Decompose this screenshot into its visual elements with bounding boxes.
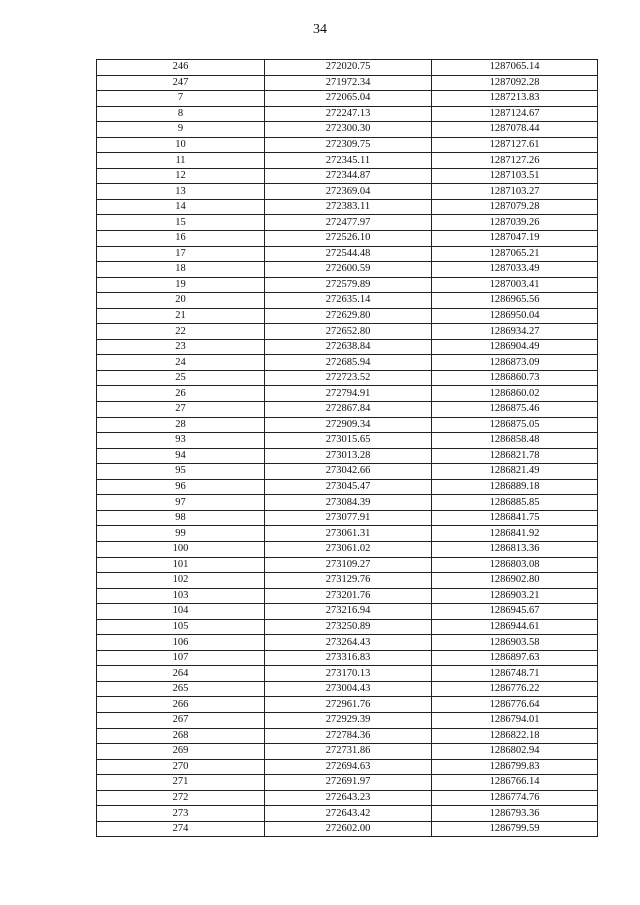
table-row: [97, 573, 598, 589]
x-coordinate-cell: 272694.63: [265, 759, 432, 775]
x-coordinate-cell: 273077.91: [265, 510, 432, 526]
table-row: [97, 370, 598, 386]
x-coordinate-cell: 273316.83: [265, 650, 432, 666]
table-row: [97, 697, 598, 713]
y-coordinate-cell: 1286944.61: [432, 619, 598, 635]
x-coordinate-cell: 272794.91: [265, 386, 432, 402]
table-row: [97, 60, 598, 76]
table-row: [97, 541, 598, 557]
table-row: [97, 215, 598, 231]
point-number-cell: 25: [97, 370, 265, 386]
table-row: [97, 153, 598, 169]
y-coordinate-cell: 1287127.26: [432, 153, 598, 169]
table-row: [97, 510, 598, 526]
point-number-cell: 14: [97, 199, 265, 215]
table-row: [97, 479, 598, 495]
table-row: [97, 712, 598, 728]
page-number: 34: [313, 22, 327, 37]
table-row: [97, 759, 598, 775]
point-number-cell: 13: [97, 184, 265, 200]
table-row: [97, 184, 598, 200]
x-coordinate-cell: 273170.13: [265, 666, 432, 682]
coordinates-table: [96, 59, 598, 837]
y-coordinate-cell: 1286858.48: [432, 433, 598, 449]
x-coordinate-cell: 273015.65: [265, 433, 432, 449]
x-coordinate-cell: 272579.89: [265, 277, 432, 293]
point-number-cell: 102: [97, 573, 265, 589]
y-coordinate-cell: 1286803.08: [432, 557, 598, 573]
table-row: [97, 650, 598, 666]
table-row: [97, 417, 598, 433]
y-coordinate-cell: 1286875.05: [432, 417, 598, 433]
point-number-cell: 103: [97, 588, 265, 604]
y-coordinate-cell: 1286813.36: [432, 541, 598, 557]
y-coordinate-cell: 1286774.76: [432, 790, 598, 806]
y-coordinate-cell: 1286860.02: [432, 386, 598, 402]
coordinates-table-body: [97, 60, 598, 837]
table-row: [97, 495, 598, 511]
table-row: [97, 75, 598, 91]
x-coordinate-cell: 272345.11: [265, 153, 432, 169]
y-coordinate-cell: 1286822.18: [432, 728, 598, 744]
y-coordinate-cell: 1286841.75: [432, 510, 598, 526]
x-coordinate-cell: 273129.76: [265, 573, 432, 589]
y-coordinate-cell: 1286873.09: [432, 355, 598, 371]
point-number-cell: 94: [97, 448, 265, 464]
y-coordinate-cell: 1286799.59: [432, 821, 598, 837]
point-number-cell: 98: [97, 510, 265, 526]
point-number-cell: 272: [97, 790, 265, 806]
point-number-cell: 24: [97, 355, 265, 371]
table-row: [97, 790, 598, 806]
y-coordinate-cell: 1286902.80: [432, 573, 598, 589]
y-coordinate-cell: 1286799.83: [432, 759, 598, 775]
x-coordinate-cell: 272602.00: [265, 821, 432, 837]
x-coordinate-cell: 272723.52: [265, 370, 432, 386]
table-row: [97, 324, 598, 340]
point-number-cell: 270: [97, 759, 265, 775]
x-coordinate-cell: 272247.13: [265, 106, 432, 122]
y-coordinate-cell: 1286904.49: [432, 339, 598, 355]
point-number-cell: 246: [97, 60, 265, 76]
y-coordinate-cell: 1287033.49: [432, 262, 598, 278]
x-coordinate-cell: 272867.84: [265, 402, 432, 418]
x-coordinate-cell: 273250.89: [265, 619, 432, 635]
table-row: [97, 775, 598, 791]
x-coordinate-cell: 272065.04: [265, 91, 432, 107]
y-coordinate-cell: 1286821.78: [432, 448, 598, 464]
point-number-cell: 106: [97, 635, 265, 651]
x-coordinate-cell: 273201.76: [265, 588, 432, 604]
point-number-cell: 268: [97, 728, 265, 744]
point-number-cell: 101: [97, 557, 265, 573]
point-number-cell: 95: [97, 464, 265, 480]
table-row: [97, 433, 598, 449]
y-coordinate-cell: 1287003.41: [432, 277, 598, 293]
y-coordinate-cell: 1286860.73: [432, 370, 598, 386]
x-coordinate-cell: 273084.39: [265, 495, 432, 511]
table-row: [97, 744, 598, 760]
point-number-cell: 10: [97, 137, 265, 153]
x-coordinate-cell: 272961.76: [265, 697, 432, 713]
point-number-cell: 17: [97, 246, 265, 262]
point-number-cell: 18: [97, 262, 265, 278]
table-row: [97, 308, 598, 324]
x-coordinate-cell: 272731.86: [265, 744, 432, 760]
x-coordinate-cell: 273045.47: [265, 479, 432, 495]
point-number-cell: 15: [97, 215, 265, 231]
point-number-cell: 28: [97, 417, 265, 433]
y-coordinate-cell: 1287078.44: [432, 122, 598, 138]
table-row: [97, 619, 598, 635]
x-coordinate-cell: 272020.75: [265, 60, 432, 76]
x-coordinate-cell: 272643.42: [265, 806, 432, 822]
point-number-cell: 23: [97, 339, 265, 355]
x-coordinate-cell: 273264.43: [265, 635, 432, 651]
table-row: [97, 464, 598, 480]
point-number-cell: 20: [97, 293, 265, 309]
point-number-cell: 26: [97, 386, 265, 402]
x-coordinate-cell: 273013.28: [265, 448, 432, 464]
x-coordinate-cell: 272383.11: [265, 199, 432, 215]
table-row: [97, 137, 598, 153]
x-coordinate-cell: 273042.66: [265, 464, 432, 480]
point-number-cell: 107: [97, 650, 265, 666]
table-row: [97, 199, 598, 215]
y-coordinate-cell: 1286802.94: [432, 744, 598, 760]
x-coordinate-cell: 271972.34: [265, 75, 432, 91]
point-number-cell: 8: [97, 106, 265, 122]
y-coordinate-cell: 1287039.26: [432, 215, 598, 231]
x-coordinate-cell: 272369.04: [265, 184, 432, 200]
y-coordinate-cell: 1286889.18: [432, 479, 598, 495]
point-number-cell: 104: [97, 604, 265, 620]
x-coordinate-cell: 272652.80: [265, 324, 432, 340]
x-coordinate-cell: 272300.30: [265, 122, 432, 138]
x-coordinate-cell: 272477.97: [265, 215, 432, 231]
point-number-cell: 16: [97, 231, 265, 247]
table-row: [97, 168, 598, 184]
table-row: [97, 386, 598, 402]
y-coordinate-cell: 1287047.19: [432, 231, 598, 247]
x-coordinate-cell: 272629.80: [265, 308, 432, 324]
y-coordinate-cell: 1286766.14: [432, 775, 598, 791]
y-coordinate-cell: 1287213.83: [432, 91, 598, 107]
point-number-cell: 271: [97, 775, 265, 791]
point-number-cell: 22: [97, 324, 265, 340]
point-number-cell: 265: [97, 681, 265, 697]
point-number-cell: 99: [97, 526, 265, 542]
y-coordinate-cell: 1286875.46: [432, 402, 598, 418]
point-number-cell: 93: [97, 433, 265, 449]
table-row: [97, 246, 598, 262]
y-coordinate-cell: 1286934.27: [432, 324, 598, 340]
table-row: [97, 681, 598, 697]
x-coordinate-cell: 272526.10: [265, 231, 432, 247]
table-row: [97, 526, 598, 542]
x-coordinate-cell: 272309.75: [265, 137, 432, 153]
table-row: [97, 106, 598, 122]
table-row: [97, 604, 598, 620]
table-row: [97, 355, 598, 371]
y-coordinate-cell: 1286885.85: [432, 495, 598, 511]
y-coordinate-cell: 1287127.61: [432, 137, 598, 153]
y-coordinate-cell: 1286776.64: [432, 697, 598, 713]
point-number-cell: 12: [97, 168, 265, 184]
point-number-cell: 7: [97, 91, 265, 107]
point-number-cell: 97: [97, 495, 265, 511]
table-row: [97, 277, 598, 293]
point-number-cell: 100: [97, 541, 265, 557]
point-number-cell: 11: [97, 153, 265, 169]
table-row: [97, 231, 598, 247]
table-row: [97, 293, 598, 309]
point-number-cell: 274: [97, 821, 265, 837]
y-coordinate-cell: 1286950.04: [432, 308, 598, 324]
table-row: [97, 557, 598, 573]
point-number-cell: 27: [97, 402, 265, 418]
x-coordinate-cell: 273004.43: [265, 681, 432, 697]
table-row: [97, 122, 598, 138]
y-coordinate-cell: 1286794.01: [432, 712, 598, 728]
table-row: [97, 262, 598, 278]
point-number-cell: 267: [97, 712, 265, 728]
y-coordinate-cell: 1286897.63: [432, 650, 598, 666]
x-coordinate-cell: 273061.02: [265, 541, 432, 557]
point-number-cell: 247: [97, 75, 265, 91]
x-coordinate-cell: 272635.14: [265, 293, 432, 309]
x-coordinate-cell: 272929.39: [265, 712, 432, 728]
x-coordinate-cell: 272344.87: [265, 168, 432, 184]
y-coordinate-cell: 1286903.58: [432, 635, 598, 651]
point-number-cell: 9: [97, 122, 265, 138]
y-coordinate-cell: 1287103.27: [432, 184, 598, 200]
y-coordinate-cell: 1287092.28: [432, 75, 598, 91]
y-coordinate-cell: 1286776.22: [432, 681, 598, 697]
point-number-cell: 264: [97, 666, 265, 682]
y-coordinate-cell: 1286748.71: [432, 666, 598, 682]
y-coordinate-cell: 1287103.51: [432, 168, 598, 184]
table-row: [97, 339, 598, 355]
y-coordinate-cell: 1287065.21: [432, 246, 598, 262]
y-coordinate-cell: 1286821.49: [432, 464, 598, 480]
point-number-cell: 266: [97, 697, 265, 713]
y-coordinate-cell: 1286903.21: [432, 588, 598, 604]
table-row: [97, 806, 598, 822]
x-coordinate-cell: 272909.34: [265, 417, 432, 433]
x-coordinate-cell: 272600.59: [265, 262, 432, 278]
point-number-cell: 19: [97, 277, 265, 293]
point-number-cell: 269: [97, 744, 265, 760]
x-coordinate-cell: 272691.97: [265, 775, 432, 791]
x-coordinate-cell: 273061.31: [265, 526, 432, 542]
table-row: [97, 821, 598, 837]
x-coordinate-cell: 272544.48: [265, 246, 432, 262]
table-row: [97, 635, 598, 651]
table-row: [97, 728, 598, 744]
point-number-cell: 21: [97, 308, 265, 324]
x-coordinate-cell: 273109.27: [265, 557, 432, 573]
y-coordinate-cell: 1286945.67: [432, 604, 598, 620]
x-coordinate-cell: 272685.94: [265, 355, 432, 371]
y-coordinate-cell: 1286793.36: [432, 806, 598, 822]
point-number-cell: 273: [97, 806, 265, 822]
table-row: [97, 588, 598, 604]
table-row: [97, 448, 598, 464]
table-row: [97, 666, 598, 682]
table-row: [97, 402, 598, 418]
y-coordinate-cell: 1286965.56: [432, 293, 598, 309]
x-coordinate-cell: 272643.23: [265, 790, 432, 806]
y-coordinate-cell: 1286841.92: [432, 526, 598, 542]
y-coordinate-cell: 1287079.28: [432, 199, 598, 215]
table-row: [97, 91, 598, 107]
point-number-cell: 96: [97, 479, 265, 495]
x-coordinate-cell: 272638.84: [265, 339, 432, 355]
y-coordinate-cell: 1287124.67: [432, 106, 598, 122]
point-number-cell: 105: [97, 619, 265, 635]
x-coordinate-cell: 273216.94: [265, 604, 432, 620]
x-coordinate-cell: 272784.36: [265, 728, 432, 744]
y-coordinate-cell: 1287065.14: [432, 60, 598, 76]
